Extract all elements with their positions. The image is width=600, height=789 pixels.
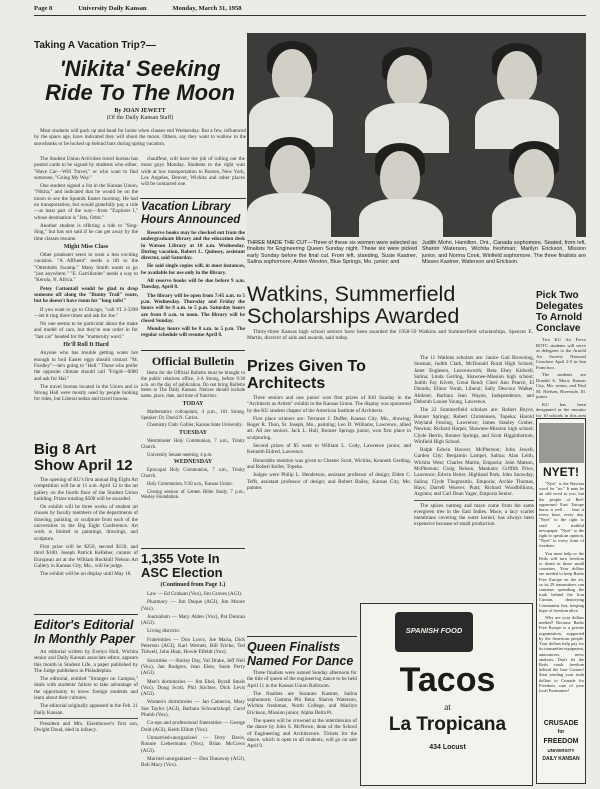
asc-body-c: Journalism — Mary Alden (Vox), Pat Duncan (AGI).	[141, 613, 245, 627]
tacos-title: Tacos	[399, 661, 496, 699]
crusade-freedom-advertisement	[536, 418, 586, 784]
restaurant-name: La Tropicana	[388, 714, 507, 735]
nikita-body-f: If you want to go to Chicago, "call VI 3-3298—let it ring three times and ask for Joe."	[34, 306, 138, 319]
editor-headline: Editor's Editorial In Monthly Paper	[34, 618, 135, 646]
editor-body-b: The editorial, entitled "Stranger on Campus," deals with students' failure to take advantage of the opportunity to know foreign students and learn about their cultures.	[34, 676, 138, 702]
rotc-body-c: KU has been designated as the monitor for 10 schools in this area	[536, 401, 586, 418]
nikita-byline-sub: (Of the Daily Kansan Staff)	[106, 115, 174, 121]
editor-body-c: The editorial originally appeared in the Feb. 21 Daily Kansan.	[34, 703, 138, 716]
prizes-body-d: Honorable mention was given to Chester Scott, Wichita; Kenneth Gerding, and Robert Keller, Topeka.	[247, 457, 411, 470]
asc-body-a: Law — Ed Graham (Vox), Jim Graves (AGI).	[147, 591, 243, 597]
bulletin-item-7: Closing session of Lenten Bible Study, 7 p.m., Wesley Foundation.	[141, 489, 245, 501]
watkins-body-d: The spices nutmeg and mace come from the same evergreen tree in the East Indies. Mace, a lacy scarlet membrane covering the outer kernel, has always been expensive because of small production.	[414, 500, 534, 528]
nikita-subhead-1: Might Miss Class	[63, 243, 109, 250]
queen-headline: Queen Finalists Named For Dance	[247, 640, 354, 668]
nikita-body-e: Petey Cottontail would be glad to drop someone off along the "Bunny Trail" route, but he doesn't have room for "long tails!"	[34, 285, 138, 305]
library-body-c: All reserve books will be due before 9 a.m. Tuesday, April 8.	[141, 278, 245, 291]
library-headline: Vacation Library Hours Announced	[141, 201, 241, 226]
nikita-col-left	[34, 156, 138, 441]
bulletin-box	[141, 350, 245, 546]
asc-body-j: Unmarried-unorganized — Terry Davis, Ronnie Liebermann (Vox), Brian McCown (AGI).	[141, 734, 245, 754]
for-word: for	[557, 729, 565, 735]
bulletin-item-2: Chemistry Club: Gollier, Kansas State University.	[147, 423, 243, 429]
bulletin-headline: Official Bulletin	[151, 354, 235, 368]
asc-cont: (Continued from Page 1.)	[160, 582, 226, 588]
art-body-a: The opening of KU's first annual Big Eight Art competition will be at 11 a.m. April 12 in the art gallery on the fourth floor of the Student Union building. Prizes totaling $500 will be awarded.	[34, 477, 138, 502]
issue-date: Monday, March 31, 1958	[172, 5, 242, 12]
nikita-lead	[34, 128, 246, 153]
queen-candidates-photo	[247, 33, 586, 237]
nyet-body-b: You must help or the Reds will turn freedom to dread in those small countries. Your dollars are needed to keep Radio Free Europe on the air, so its 29 transmitters can continue spreading the truth behind the Iron Curtain, destroying Communist lies, keeping hope of freedom alive.	[539, 550, 584, 613]
masthead-rule	[34, 15, 586, 16]
editor-body-d: President and Mrs. Eisenhower's first son, Dwight Doud, died in infancy.	[34, 718, 138, 734]
sponsor-word: DAILY KANSAN	[542, 756, 580, 762]
watkins-lead: Thirty-three Kansas high school seniors have been awarded the 1958-59 Watkins and Summerfield scholarships, Spencer E. Martin, director of aids and awards, said today.	[247, 329, 533, 342]
restaurant-address: 434 Locust	[429, 744, 466, 751]
bulletin-tuesday: TUESDAY	[178, 430, 208, 437]
asc-body-f: Sororities — Shirley Day, Val Drake, Jeff Nell (Vox), Jan Rodgers, Jean Elsie, Susie Perry (AGI).	[141, 657, 245, 677]
asc-body-i: Co-ops and professional fraternities — George Dold (AGI), Keith Elliott (Vox).	[141, 720, 245, 733]
art-story	[34, 442, 138, 612]
prizes-body-b: First place winners are: Terrance J. Duffer, Kansas City, Mo., drawing; Roger R. Thon, St. Joseph, Mo., painting; Leo D. Williams, Lawrence, allied art. All are seniors. Jack L. Hall, Bonner Springs junior, won first place in sculpturing.	[247, 415, 411, 441]
caption-right: Judith Mohri, Hamilton, Ont., Canada sophomore. Seated, from left, Sharon Waterson, Wichita freshman; Marilyn Erickson, Mission junior, and Norma Cook, Winfield sophomore. The three finalists are Misses Kastner, Waterson and Erickson.	[422, 240, 586, 266]
rotc-body-b: The students are Donald A. Moor, Kansas City, Mo. senior, and Paul M. Nielsen, Riverside, Ill. junior.	[536, 372, 586, 399]
rotc-headline: Pick Two Delegates To Arnold Conclave	[536, 290, 584, 334]
nyet-body-c: Why are your dollars needed? Because Radio Free Europe is a private organization, supported by the American people. Your dollars help pay for its transmitter equipment, announcers, news analysts. Don't let the Reds crush freedom behind the Iron Curtain! Start sending your truth dollars to Crusade for Freedom, care of your local Postmaster!	[539, 615, 584, 693]
library-rule	[140, 198, 246, 199]
nikita-col-right	[141, 156, 245, 196]
bulletin-intro: Items for the Official Bulletin must be brought to the public relations office, 3-A Strong, before 9:30 a.m. on the day of publication. Do not bring Bulletin items to The Daily Kansan. Notices should include name, place, date, and time of function.	[141, 371, 245, 400]
asc-body-d: Living districts:	[147, 628, 180, 635]
art-body-c: First prize will be $250, second $150, and third $100. Joseph Patrick Kelleher, curator of European art at the William Rockhill Nelson Art Gallery in Kansas City, Mo., will be judge.	[34, 543, 138, 569]
university-word: UNIVERSITY	[547, 748, 575, 753]
tacos-advertisement	[360, 603, 533, 786]
asc-body-k: Married unorganized — Don Dunaway (AGI), Bob Macy (Vox).	[141, 755, 245, 769]
asc-body-e: Fraternities — Don Lorco, Joe Maria, Dick Peterson (AGI), Karl Wernett, Bill Fricke, Ted Tidwell, John Hoar, Howie Elfeldt (Vox).	[141, 636, 245, 656]
nyet-illustration	[539, 423, 584, 463]
library-body-a: Reserve books may be checked out from the undergraduate library and the education desk in Watson Library at 10 a.m. Wednesday. During vacation, Robert L. Quinsey, assistant director, said Saturday.	[141, 230, 245, 262]
tacos-at: at	[444, 702, 451, 712]
editor-body-a: An editorial written by Evelyn Hull, Wichita senior and Daily Kansan associate editor, appears this month in Student Life, a paper published by The Judge publishers in Philadelphia.	[34, 649, 138, 674]
nikita-byline: By JOAN JEWETT	[114, 108, 166, 114]
queen-body-a: Three finalists were named Sunday afternoon for the title of queen of the engineering dance to be held April 11 in the Kansas Union Ballroom.	[247, 670, 357, 689]
editor-story	[34, 614, 138, 784]
nikita-body-b: One student signed a list in the Kansas Union, "Nikita," and indicated that he would be on the moon to see the Sputnik Easter morning. He had no transportation, but would gratefully pay a ride—at least part of the way—from "Explorer I," whose destination is "Jets, Orbit."	[34, 183, 138, 221]
prizes-body-c: Second prizes of $5 went to William L. Cody, Lawrence junior, and Kenneth Eldred, Lawrence.	[247, 443, 411, 456]
asc-headline: 1,355 Vote In ASC Election	[141, 551, 223, 580]
asc-body-g: Men's dormitories — Jim Ebel, Byrall Steals (Vox), Doug Scott, Phil Stichter, Dick Levis (AGI).	[141, 678, 245, 698]
nikita-body-right: chauffeur, will have the job of rolling out the moss guys Monday. Students to the right wait wide at low transportation to Boston, New York, Los Angeles, Denver, Wichita and other places will be contacted one.	[141, 156, 245, 188]
queen-body-c: The queen will be crowned at the intermission of the dance by John S. McNown, dean of the School of Engineering and Architecture. Tickets for the dance, which is open to all students, will go on sale April 9.	[247, 718, 357, 750]
bulletin-item-3: Westminster Holy Communion, 7 a.m., Trinity Church.	[141, 438, 245, 450]
art-body-b: On exhibit will be three works of student art chosen by faculty members of the departments of drawing, painting, or sculpture from each of the universities in the Big Eight Conference. Art work is limited to paintings, drawings, and sculpture.	[34, 504, 138, 542]
library-body-b: He said single copies will, in most instances, be available for use only in the library.	[141, 263, 245, 276]
bulletin-wednesday: WEDNESDAY	[173, 459, 213, 466]
prizes-body-e: Judges were Philip L. Henderson, assistant professor of design; Elden C. Tefft, assistant professor of design; and Robert Bailey, Kansas City, Mo. painter.	[247, 472, 411, 491]
prizes-story	[247, 358, 411, 634]
bulletin-item-1: Mathematics colloquium, 4 p.m., 101 Strong. Speaker: Dr. David N. Carlos.	[141, 409, 245, 421]
art-body-d: The exhibit will be on display until May 18.	[40, 571, 132, 578]
spanish-food-banner: SPANISH FOOD	[395, 612, 473, 652]
nyet-body-a: "Nyet" is the Russian word for "no." It may be an odd word to you, but the people of Red-oppressed East Europe know it well . . . hear it every hour, every day. "Nyet" to the right to read a truthful newspaper. "Nyet" to the right to speak an opinion. "Nyet" to every form of freedom.	[539, 481, 584, 549]
asc-body-h: Women's dormitories — Jan Cameron, Mary Sue Taylor (AGI), Barbara Schwartzkopf, Carol Plumb (Vox).	[141, 699, 245, 719]
nikita-body-g: No one seems to be particular about the make and model of cars, but they're one order in for "fast car" headed for the "matternity ward."	[34, 321, 138, 340]
nikita-body-a: The Student Union Activities travel bureau has posted cards to be signed by students who either, "Have Car—Will Travel," or who want to find someone, "Going My Way."	[34, 156, 138, 181]
nikita-body-top: Most students will pack up and head for home when classes end Wednesday. But a few, influenced by the space age, have indicated they will shoot the moon. Others, say they want to wallow in the snowbanks or be locked up behind bars during spring vacation.	[34, 128, 246, 147]
prizes-body-a: Three seniors and one junior won first prizes of $10 Sunday in the "Architects as Artists" exhibit in the Kansas Union. The display was sponsored by the KU student chapter of the American Institute of Architects.	[247, 395, 411, 414]
watkins-headline: Watkins, Summerfield Scholarships Awarded	[247, 282, 460, 328]
rotc-body-a: Two KU Air Force ROTC students will serve as delegates to the Arnold Air Society National Conclave April 2-5 in San Francisco.	[536, 337, 586, 370]
watkins-header	[247, 282, 533, 342]
bulletin-today: TODAY	[182, 400, 204, 407]
nyet-title: NYET!	[543, 465, 579, 479]
queen-story	[247, 636, 357, 786]
nikita-body-c: Another student is offering a ride to "Sing-Sing," but has not said if he can get away by the time classes resume.	[34, 222, 138, 242]
nikita-subhead-2: He'll Roll It Hard	[63, 342, 109, 349]
watkins-body	[414, 355, 534, 600]
library-body-e: Monday hours will be 8 a.m. to 5 p.m. The regular schedule will resume April 8.	[141, 326, 245, 339]
queen-body-b: The finalists are Suzanne Kastner, Salina sophomore; Gamma Phi Beta; Sharon Waterson, Wichita freshman, North College, and Marilyn Erickson, Mission junior, Alpha Delta Pi.	[247, 690, 357, 716]
nikita-kicker: Taking A Vacation Trip?—	[34, 40, 156, 51]
nikita-body-i: The travel bureau located in the Union and in Strong Hall were mostly used by people looking for rides, but Liberal sedan and travel bureau.	[34, 383, 138, 403]
watkins-body-c: Ralph Edwin Hoover, McPherson; John Jewell, Garden City; Benjamin Lampel, Salina; Alan Leith, Wichita West; Charles Martin, Emporia; John Matson, McPherson; Craig Nelson, Mankato; Griffith Price, Lawrence; Edwin Reiter, Highland Park; John Snowday, Salina; Clyde Thogmartin, Emporia; Archie Thomas, Hays; Darrell Weaver, Pratt; Richard Woodbillions, Argonia; and Carl Dean Yager, Emporia Senior.	[414, 447, 534, 498]
bulletin-item-6: Holy Communion, 9:30 a.m., Kansas Union.	[147, 481, 233, 487]
crusade-word: CRUSADE	[543, 720, 579, 727]
bulletin-item-5: Episcopal Holy Communion, 7 a.m., Trinity Church.	[141, 468, 245, 479]
page-number: Page 8	[34, 5, 53, 12]
freedom-word: FREEDOM	[543, 738, 579, 745]
library-body-d: The library will be open from 7:45 a.m. to 5 p.m. Wednesday. Thursday and Friday the hours will be 8 a.m. to 5 p.m. Saturday hours are from 8 a.m. to noon. The library will be closed Sunday.	[141, 292, 245, 324]
prizes-headline: Prizes Given To Architects	[247, 358, 366, 392]
asc-body-b: Pharmacy — Jim Duque (AGI), Jim Moore (Vox).	[141, 599, 245, 612]
bulletin-item-4: University Senate meeting, 4 p.m.	[147, 452, 213, 458]
watkins-body-a: The 11 Watkins scholars are: Janice Gail Browning, Seaman; Judith Clark, McDonald Rural High School; Janet Englesen, Leavenworth; Reta Ehey Kidwell, Salina; Linda Gerling, Shawnee-Mission high school; Judith Fay Kivett, Great Bend; Cheri Ann Pearce, El Dorado; Elinor Vorab, Liberal; Sally Descour Walker, Abilene; Barbara Jean Wayne, Independence, and Deborah Louise Young, Lawrence.	[414, 355, 534, 406]
watkins-body-b: The 22 Summerfield scholars are: Robert Boyce, Bonner Springs; Robert Christensen, Topeka; Harold Wayland Fearing, Lawrence; James Stanley Gruber, Newton; Richard Harper, Shawnee-Mission high school; Clyde Herrin, Bonner Springs, and Scott Higginbottom, Winfield High School.	[414, 407, 534, 445]
nikita-headline: 'Nikita' Seeking Ride To The Moon	[45, 56, 235, 105]
nikita-body-d: Other prankster seem to want a less exciting vacation. "A Affluent" needs a lift to the "Ottenbabs Swamp." Many Smith wants to go "just anywhere." "E. Garrillonite" needs a way to "Kerola, N. Africa."	[34, 252, 138, 284]
caption-left: THREE MADE THE CUT—Three of these six women were selected as finalists for Engineering Queen Sunday night. These six were picked early Sunday before the final cut. From left, standing, Susie Kastner, Salina sophomore; Arden Weston, Blue Springs, Mo. junior; and	[247, 240, 417, 266]
nikita-body-h: Anyone who has trouble getting water hot enough to boil Easter eggs should contact "M. Furdley"—he's going to "Hell." Those who prefer the opposite climate should call "Frigid—0000 and ask for Hal."	[34, 350, 138, 382]
art-headline: Big 8 Art Show April 12	[34, 441, 133, 474]
asc-story	[141, 548, 245, 784]
library-story	[141, 201, 245, 349]
paper-name: University Daily Kansan	[78, 5, 147, 12]
crusade-logo	[537, 719, 585, 764]
